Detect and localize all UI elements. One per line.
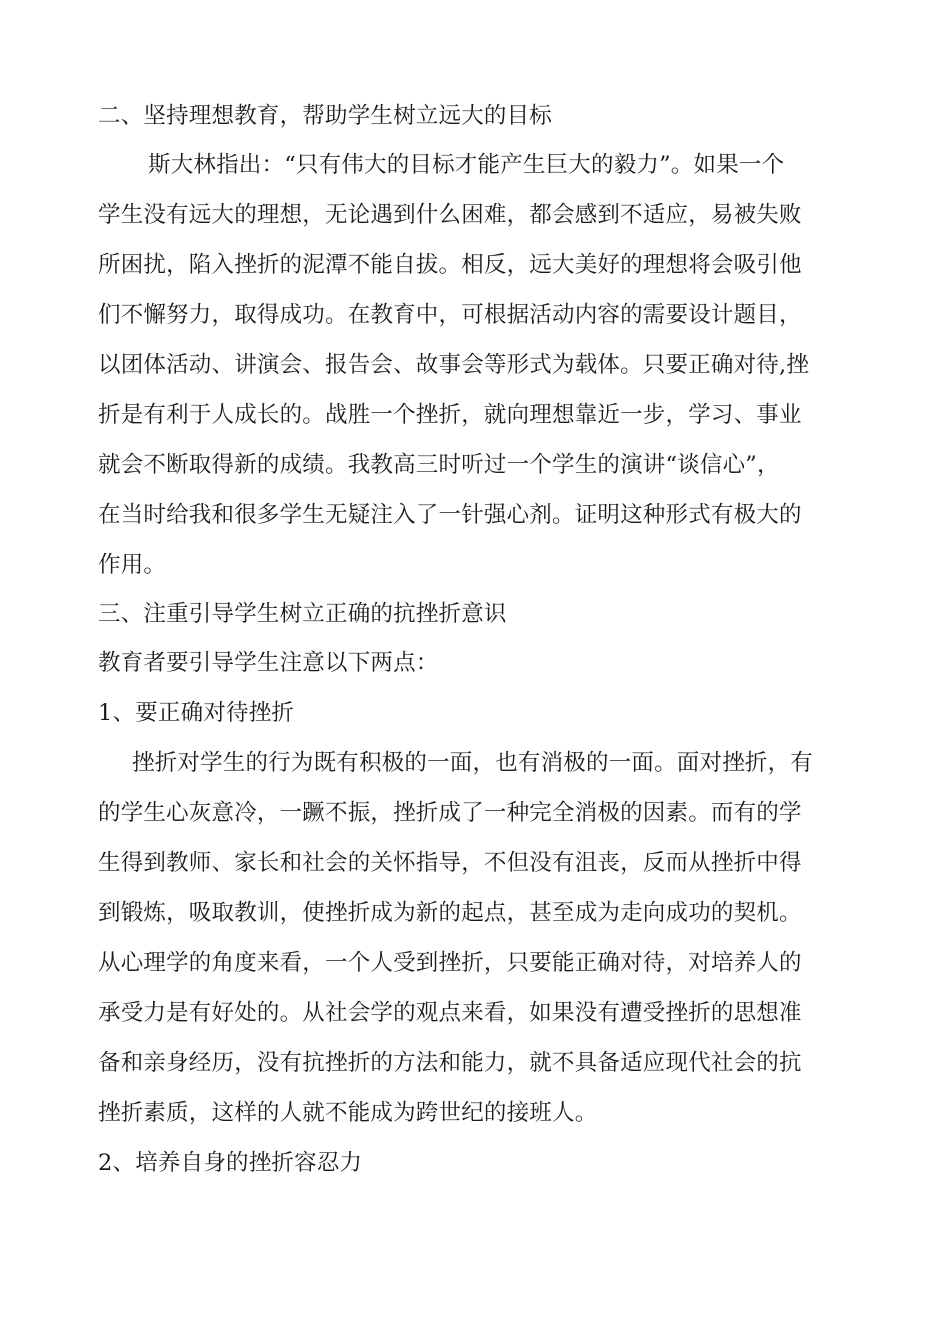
paragraph-line: 就会不断取得新的成绩。我教高三时听过一个学生的演讲“谈信心”，: [98, 452, 780, 478]
subheading: 1、要正确对待挫折: [98, 700, 295, 726]
paragraph-line: 以团体活动、讲演会、报告会、故事会等形式为载体。只要正确对待,挫: [98, 352, 810, 378]
paragraph-line: 的学生心灰意冷，一蹶不振，挫折成了一种完全消极的因素。而有的学: [98, 800, 802, 826]
paragraph-line: 学生没有远大的理想，无论遇到什么困难，都会感到不适应，易被失败: [98, 202, 802, 228]
paragraph-line: 从心理学的角度来看，一个人受到挫折，只要能正确对待，对培养人的: [98, 950, 802, 976]
paragraph-line: 承受力是有好处的。从社会学的观点来看，如果没有遭受挫折的思想准: [98, 1000, 802, 1026]
paragraph-line: 挫折素质，这样的人就不能成为跨世纪的接班人。: [98, 1100, 598, 1126]
section-heading: 三、注重引导学生树立正确的抗挫折意识: [98, 601, 507, 627]
document-page: [98, 92, 834, 1188]
paragraph-line: 所困扰，陷入挫折的泥潭不能自拔。相反，远大美好的理想将会吸引他: [98, 252, 802, 278]
paragraph-line: 折是有利于人成长的。战胜一个挫折，就向理想靠近一步，学习、事业: [98, 402, 802, 428]
intro-line: 教育者要引导学生注意以下两点：: [98, 650, 439, 676]
paragraph-line: 备和亲身经历，没有抗挫折的方法和能力，就不具备适应现代社会的抗: [98, 1050, 802, 1076]
paragraph-line: 作用。: [98, 552, 167, 578]
section-heading: 二、坚持理想教育，帮助学生树立远大的目标: [98, 103, 553, 129]
paragraph-line: 斯大林指出：“只有伟大的目标才能产生巨大的毅力”。如果一个: [148, 152, 785, 178]
paragraph-line: 们不懈努力，取得成功。在教育中，可根据活动内容的需要设计题目，: [98, 302, 802, 328]
paragraph-line: 生得到教师、家长和社会的关怀指导，不但没有沮丧，反而从挫折中得: [98, 850, 802, 876]
paragraph-line: 在当时给我和很多学生无疑注入了一针强心剂。证明这种形式有极大的: [98, 502, 802, 528]
paragraph-line: 到锻炼，吸取教训，使挫折成为新的起点，甚至成为走向成功的契机。: [98, 900, 802, 926]
subheading: 2、培养自身的挫折容忍力: [98, 1150, 363, 1176]
paragraph-line: 挫折对学生的行为既有积极的一面，也有消极的一面。面对挫折，有: [132, 750, 814, 776]
